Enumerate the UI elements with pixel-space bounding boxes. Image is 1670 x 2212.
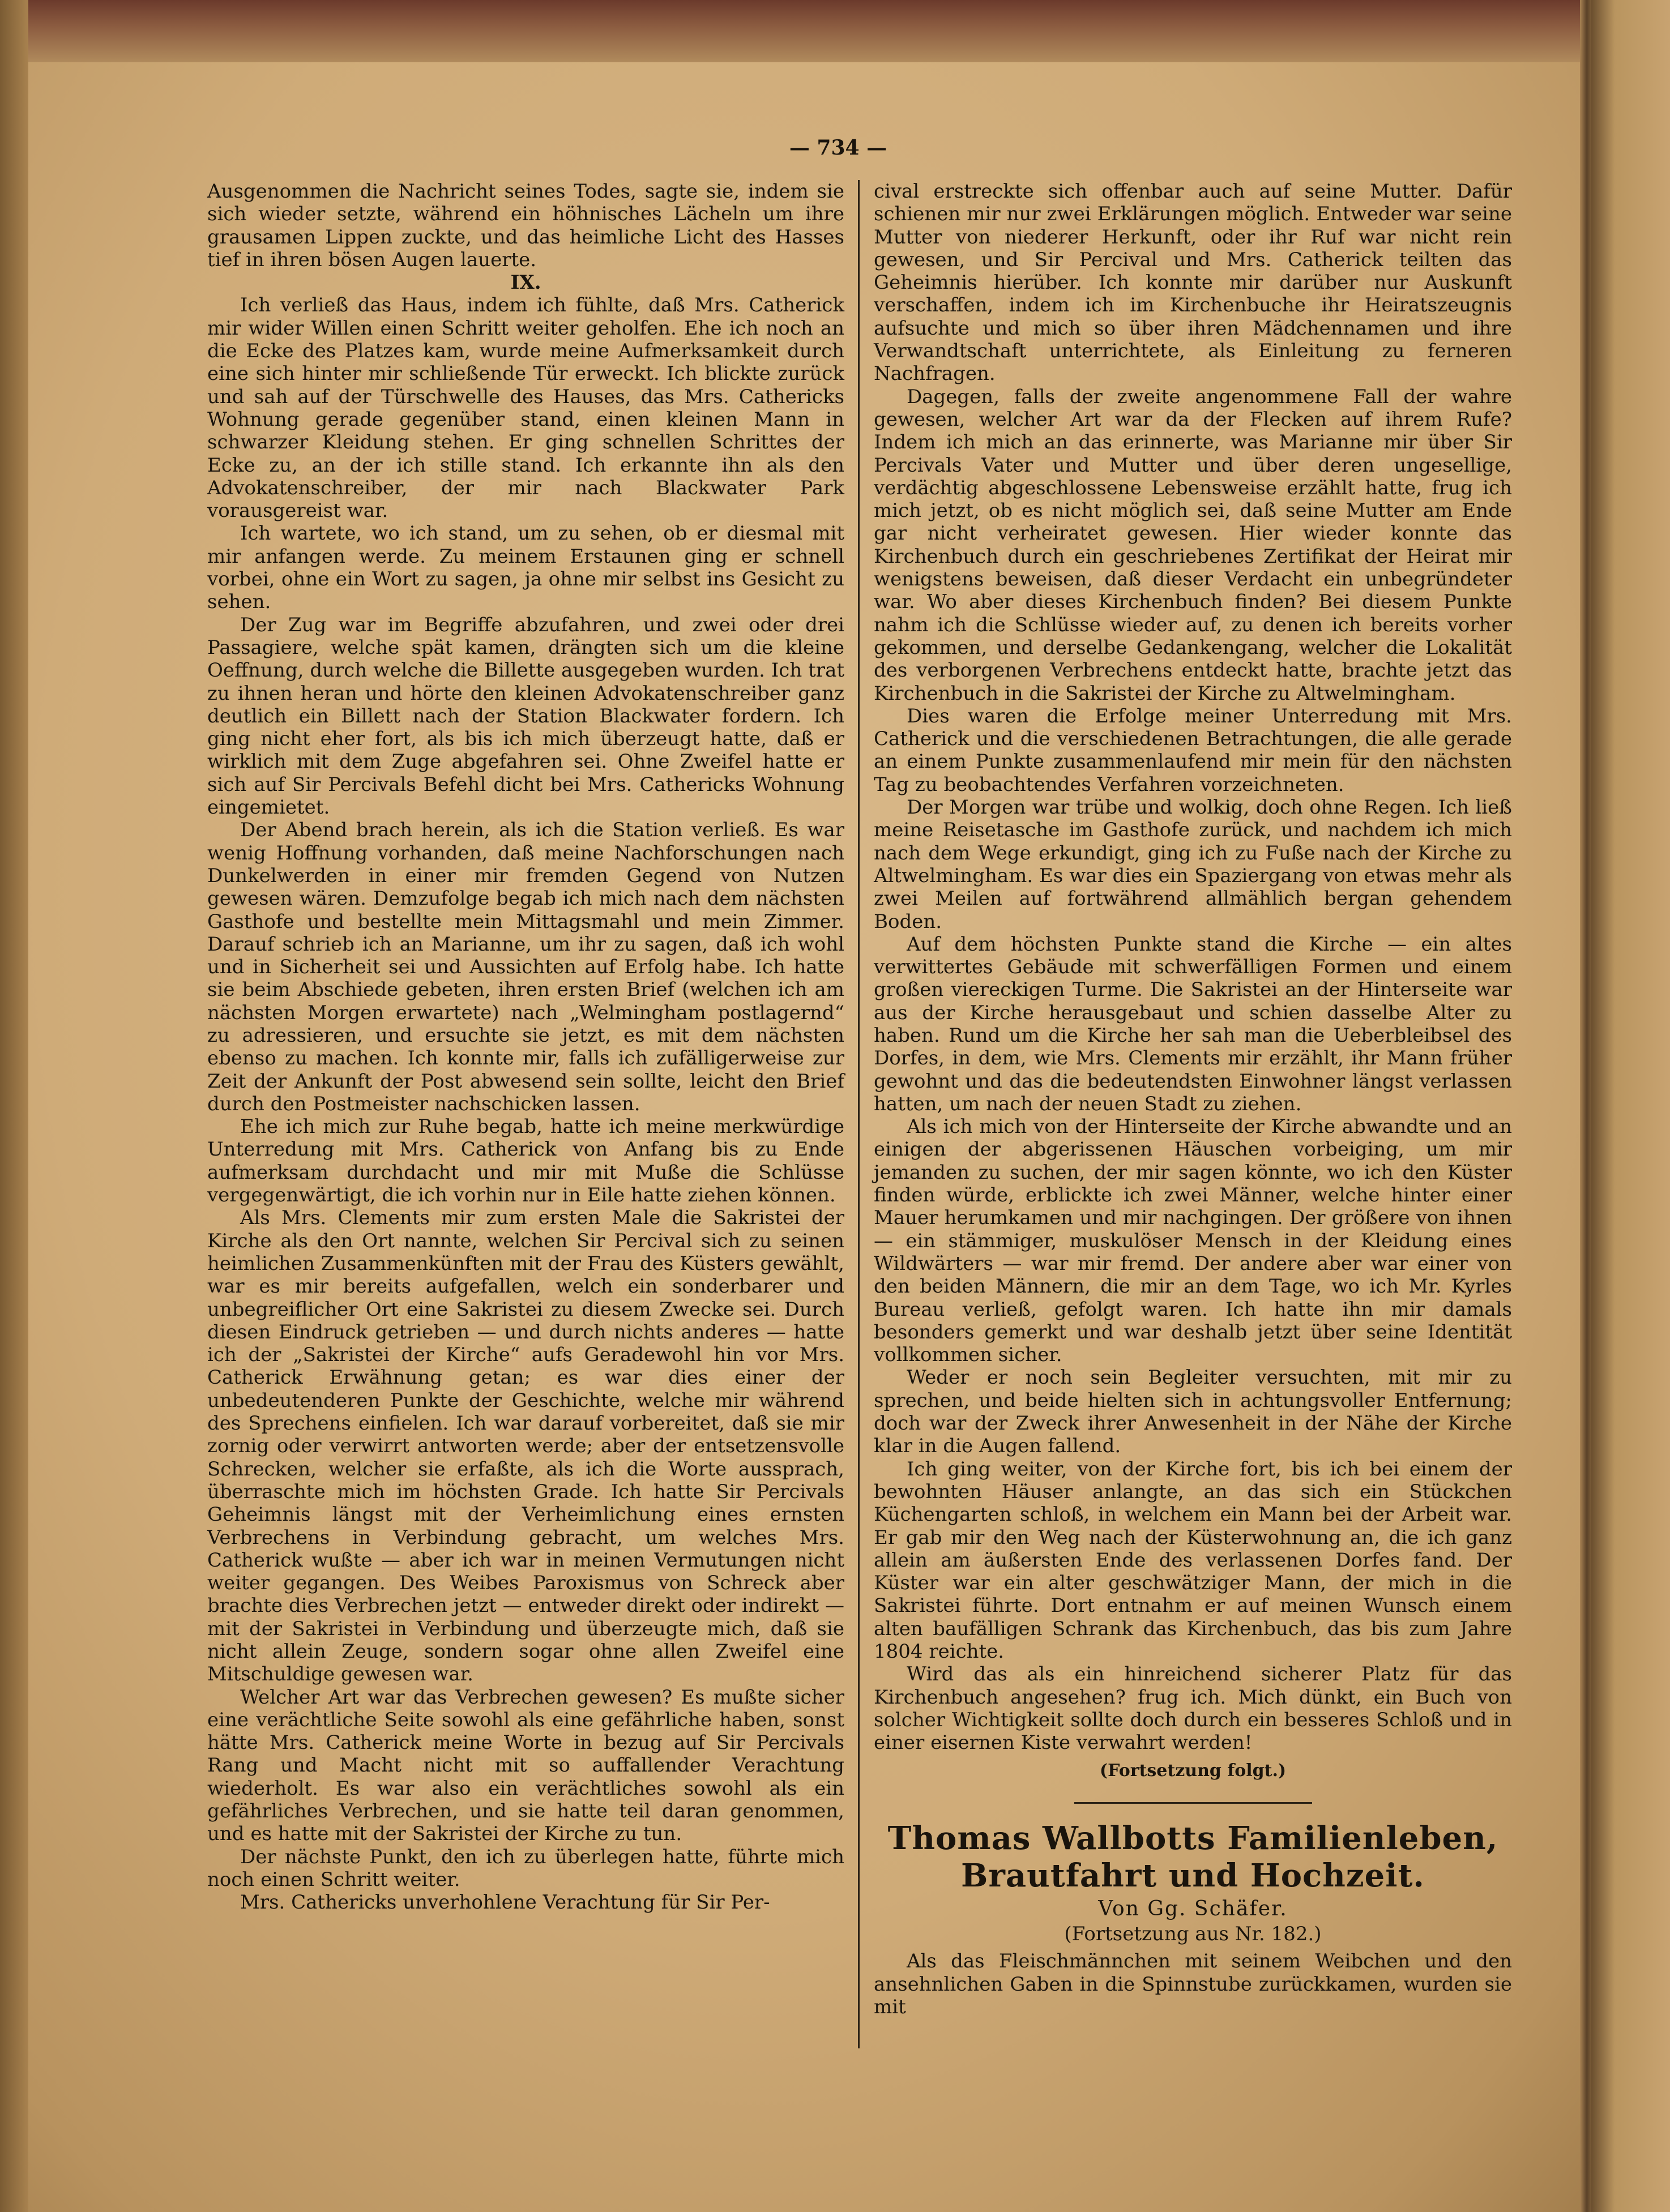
page-top-edge xyxy=(0,0,1670,62)
paragraph: Ich wartete, wo ich stand, um zu sehen, ob er diesmal mit mir anfangen werde. Zu meinem Erstaunen ging er schnell vorbei, ohne ein Wort zu sagen, ja ohne mir selbst ins Gesicht zu sehen. xyxy=(207,522,844,614)
right-column xyxy=(874,180,1512,2018)
paragraph: Dagegen, falls der zweite angenommene Fall der wahre gewesen, welcher Art war da der Flecken auf ihrem Rufe? Indem ich mich an das erinnerte, was Marianne mir über Sir Percivals Vater und Mutter und über deren ungesellige, verdächtig abgeschlossene Lebensweise erzählt hatte, frug ich mich jetzt, ob es nicht möglich sei, daß seine Mutter am Ende gar nicht verheiratet gewesen. Hier wieder konnte das Kirchenbuch durch ein geschriebenes Zertifikat der Heirat mir wenigstens beweisen, daß dieser Verdacht ein unbegründeter war. Wo aber dieses Kirchenbuch finden? Bei diesem Punkte nahm ich die Schlüsse wieder auf, zu denen ich bereits vorher gekommen, und derselbe Gedankengang, welcher die Lokalität des verborgenen Verbrechens entdeckt hatte, brachte jetzt das Kirchenbuch in die Sakristei der Kirche zu Altwelmingham. xyxy=(874,385,1512,705)
paragraph: cival erstreckte sich offenbar auch auf seine Mutter. Dafür schienen mir nur zwei Erklärungen möglich. Entweder war seine Mutter von niederer Herkunft, oder ihr Ruf war nicht rein gewesen, und Sir Percival und Mrs. Catherick teilten das Geheimnis hierüber. Ich konnte mir darüber nur Auskunft verschaffen, indem ich im Kirchenbuche ihr Heiratszeugnis aufsuchte und mich so über ihren Mädchennamen und ihre Verwandtschaft unterrichtete, als Einleitung zu ferneren Nachfragen. xyxy=(874,180,1512,386)
paragraph: Ausgenommen die Nachricht seines Todes, sagte sie, indem sie sich wieder setzte, während ein höhnisches Lächeln um ihre grausamen Lippen zuckte, und das heimliche Licht des Hasses tief in ihren bösen Augen lauerte. xyxy=(207,180,844,271)
paragraph: Weder er noch sein Begleiter versuchten, mit mir zu sprechen, und beide hielten sich in achtungsvoller Entfernung; doch war der Zweck ihrer Anwesenheit in der Nähe der Kirche klar in die Augen fallend. xyxy=(874,1366,1512,1458)
column-divider xyxy=(858,180,860,2048)
story-continued-note: (Fortsetzung aus Nr. 182.) xyxy=(1064,1923,1322,1946)
paragraph: Der Morgen war trübe und wolkig, doch ohne Regen. Ich ließ meine Reisetasche im Gasthofe zurück, und nachdem ich mich nach dem Wege erkundigt, ging ich zu Fuße nach der Kirche zu Altwelmingham. Es war dies ein Spaziergang von etwas mehr als zwei Meilen auf fortwährend allmählich bergan gehendem Boden. xyxy=(874,796,1512,933)
paragraph: Ich ging weiter, von der Kirche fort, bis ich bei einem der bewohnten Häuser anlangte, an das sich ein Stückchen Küchengarten schloß, in welchem ein Mann bei der Arbeit war. Er gab mir den Weg nach der Küsterwohnung an, die ich ganz allein am äußersten Ende des verlassenen Dorfes fand. Der Küster war ein alter geschwätziger Mann, der mich in die Sakristei führte. Dort entnahm er auf meinen Wunsch einem alten baufälligen Schrank das Kirchenbuch, das bis zum Jahre 1804 reichte. xyxy=(874,1457,1512,1663)
continuation-note: (Fortsetzung folgt.) xyxy=(1099,1761,1287,1781)
paragraph: Welcher Art war das Verbrechen gewesen? Es mußte sicher eine verächtliche Seite sowohl als eine gefährliche haben, sonst hätte Mrs. Catherick meine Worte in bezug auf Sir Percivals Rang und Macht nicht mit so auffallender Verachtung wiederholt. Es war also ein verächtliches sowohl als ein gefährliches Verbrechen, und sie hatte teil daran genommen, und es hatte mit der Sakristei der Kirche zu tun. xyxy=(207,1685,844,1846)
left-column xyxy=(207,180,844,1914)
paragraph: Der Zug war im Begriffe abzufahren, und zwei oder drei Passagiere, welche spät kamen, drängten sich um die kleine Oeffnung, durch welche die Billette ausgegeben wurden. Ich trat zu ihnen heran und hörte den kleinen Advokatenschreiber ganz deutlich ein Billett nach der Station Blackwater fordern. Ich ging nicht eher fort, als bis ich mich überzeugt hatte, daß er wirklich mit dem Zuge abgefahren sei. Ohne Zweifel hatte er sich auf Sir Percivals Befehl dicht bei Mrs. Cathericks Wohnung eingemietet. xyxy=(207,613,844,819)
section-rule xyxy=(1074,1802,1312,1804)
paragraph: Wird das als ein hinreichend sicherer Platz für das Kirchenbuch angesehen? frug ich. Mich dünkt, ein Buch von solcher Wichtigkeit sollte doch durch ein besseres Schloß und in einer eisernen Kiste verwahrt werden! xyxy=(874,1663,1512,1755)
paragraph: Mrs. Cathericks unverhohlene Verachtung für Sir Per- xyxy=(240,1891,770,1914)
paragraph: Als Mrs. Clements mir zum ersten Male die Sakristei der Kirche als den Ort nannte, welchen Sir Percival sich zu seinen heimlichen Zusammenkünften mit der Frau des Küsters gewählt, war es mir bereits aufgefallen, welch ein sonderbarer und unbegreiflicher Ort eine Sakristei zu diesem Zwecke sei. Durch diesen Eindruck getrieben — und durch nichts anderes — hatte ich der „Sakristei der Kirche“ aufs Geradewohl hin vor Mrs. Catherick Erwähnung getan; es war dies einer der unbedeutenderen Punkte der Geschichte, welche mir während des Sprechens einfielen. Ich war darauf vorbereitet, daß sie mir zornig oder verwirrt antworten werde; aber der entsetzensvolle Schrecken, welcher sie erfaßte, als ich die Worte aussprach, überraschte mich im höchsten Grade. Ich hatte Sir Percivals Geheimnis längst mit der Verheimlichung eines ernsten Verbrechens in Verbindung gebracht, um welches Mrs. Catherick wußte — aber ich war in meinen Vermutungen nicht weiter gegangen. Des Weibes Paroxismus von Schreck aber brachte dies Verbrechen jetzt — entweder direkt oder indirekt — mit der Sakristei in Verbindung und überzeugte mich, daß sie nicht allein Zeuge, sondern sogar ohne allen Zweifel eine Mitschuldige gewesen war. xyxy=(207,1206,844,1686)
page-number: — 734 — xyxy=(789,136,887,160)
paragraph: Der nächste Punkt, den ich zu überlegen hatte, führte mich noch einen Schritt weiter. xyxy=(207,1845,844,1891)
paragraph: Als ich mich von der Hinterseite der Kirche abwandte und an einigen der abgerissenen Häuschen vorbeiging, um mir jemanden zu suchen, der mir sagen könnte, wo ich den Küster finden würde, erblickte ich zwei Männer, welche hinter einer Mauer herumkamen und mir nachgingen. Der größere von ihnen — ein stämmiger, muskulöser Mensch in der Kleidung eines Wildwärters — war mir fremd. Der andere aber war einer von den beiden Männern, die mir an dem Tage, wo ich Mr. Kyrles Bureau verließ, gefolgt waren. Ich hatte ihn mir damals besonders gemerkt und war deshalb jetzt über seine Identität vollkommen sicher. xyxy=(874,1115,1512,1367)
paragraph: Als das Fleischmännchen mit seinem Weibchen und den ansehnlichen Gaben in die Spinnstube zurückkamen, wurden sie mit xyxy=(874,1950,1512,2018)
story-author: Von Gg. Schäfer. xyxy=(1098,1897,1288,1920)
story-title: Thomas Wallbotts Familienleben, Brautfahrt und Hochzeit. xyxy=(887,1819,1498,1894)
paragraph: Der Abend brach herein, als ich die Station verließ. Es war wenig Hoffnung vorhanden, daß meine Nachforschungen nach Dunkelwerden in einer mir fremden Gegend von Nutzen gewesen wären. Demzufolge begab ich mich nach dem nächsten Gasthofe und bestellte mein Mittagsmahl und mein Zimmer. Darauf schrieb ich an Marianne, um ihr zu sagen, daß ich wohl und in Sicherheit sei und Aussichten auf Erfolg habe. Ich hatte sie beim Abschiede gebeten, ihren ersten Brief (welchen ich am nächsten Morgen erwartete) nach „Welmingham postlagernd“ zu adressieren, und ersuchte sie jetzt, es mit dem nächsten ebenso zu machen. Ich konnte mir, falls ich zufälligerweise zur Zeit der Ankunft der Post abwesend sein sollte, leicht den Brief durch den Postmeister nachschicken lassen. xyxy=(207,819,844,1115)
section-numeral: IX. xyxy=(510,271,541,294)
paragraph: Auf dem höchsten Punkte stand die Kirche — ein altes verwittertes Gebäude mit schwerfälligen Formen und einem großen viereckigen Turme. Die Sakristei an der Hinterseite war aus der Kirche herausgebaut und schien dasselbe Alter zu haben. Rund um die Kirche her sah man die Ueberbleibsel des Dorfes, in dem, wie Mrs. Clements mir erzählt, ihr Mann früher gewohnt und das die bedeutendsten Einwohner längst verlassen hatten, um nach der neuen Stadt zu ziehen. xyxy=(874,932,1512,1115)
paragraph: Ich verließ das Haus, indem ich fühlte, daß Mrs. Catherick mir wider Willen einen Schritt weiter geholfen. Ehe ich noch an die Ecke des Platzes kam, wurde meine Aufmerksamkeit durch eine sich hinter mir schließende Tür erweckt. Ich blickte zurück und sah auf der Türschwelle des Hauses, das Mrs. Cathericks Wohnung gerade gegenüber stand, einen kleinen Mann in schwarzer Kleidung stehen. Er ging schnellen Schrittes der Ecke zu, an der ich stille stand. Ich erkannte ihn als den Advokatenschreiber, der mir nach Blackwater Park vorausgereist war. xyxy=(207,294,844,523)
facing-page-edge xyxy=(1591,0,1670,2212)
book-spine xyxy=(0,0,28,2212)
paragraph: Ehe ich mich zur Ruhe begab, hatte ich meine merkwürdige Unterredung mit Mrs. Catherick von Anfang bis zu Ende aufmerksam durchdacht und mir mit Muße die Schlüsse vergegenwärtigt, die ich vorhin nur in Eile hatte ziehen können. xyxy=(207,1115,844,1207)
paragraph: Dies waren die Erfolge meiner Unterredung mit Mrs. Catherick und die verschiedenen Betrachtungen, die alle gerade an einem Punkte zusammenlaufend mir mein für den nächsten Tag zu beobachtendes Verfahren vorzeichneten. xyxy=(874,704,1512,796)
